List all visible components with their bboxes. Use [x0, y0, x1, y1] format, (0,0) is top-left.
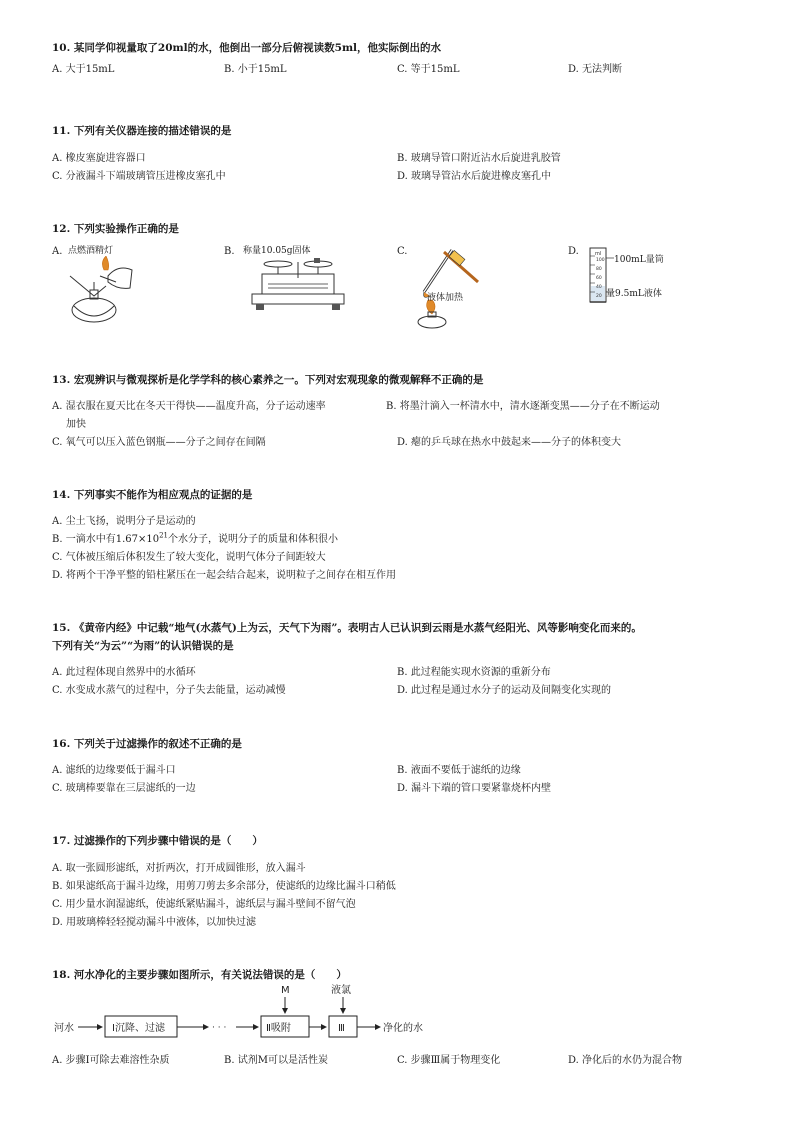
flow-step1-label: Ⅰ沉降、过滤	[112, 1023, 165, 1034]
question-14-option-a: A. 尘土飞扬，说明分子是运动的	[52, 516, 196, 527]
question-15-option-a: A. 此过程体现自然界中的水循环	[52, 667, 196, 678]
flow-ellipsis: · · ·	[212, 1023, 227, 1033]
question-16-option-a: A. 滤纸的边缘要低于漏斗口	[52, 765, 176, 776]
figure-d-tick: 80	[596, 267, 602, 272]
flow-input-label: 河水	[54, 1023, 74, 1034]
question-16-stem: 16. 下列关于过滤操作的叙述不正确的是	[52, 738, 242, 750]
figure-d-caption-bottom: 量9.5mL液体	[606, 289, 662, 299]
figure-d-unit: ml	[595, 251, 602, 257]
figure-c-caption: 液体加热	[427, 293, 464, 303]
figure-c-heating-liquid-illustration	[404, 244, 494, 330]
question-10-option-b: B. 小于15mL	[224, 64, 287, 75]
flow-reagent-chlorine-label: 液氯	[331, 985, 351, 996]
question-15-option-c: C. 水变成水蒸气的过程中，分子失去能量，运动减慢	[52, 685, 286, 696]
question-13-option-a: A. 湿衣服在夏天比在冬天干得快——温度升高，分子运动速率	[52, 401, 326, 412]
figure-b-balance-illustration	[248, 256, 348, 314]
question-16-option-c: C. 玻璃棒要靠在三层滤纸的一边	[52, 783, 196, 794]
question-11-option-c: C. 分液漏斗下端玻璃管压进橡皮塞孔中	[52, 171, 226, 182]
question-15-option-d: D. 此过程是通过水分子的运动及间隔变化实现的	[397, 685, 612, 696]
figure-a-caption: 点燃酒精灯	[68, 246, 114, 256]
question-17-option-a: A. 取一张圆形滤纸，对折两次，打开成圆锥形，放入漏斗	[52, 863, 306, 874]
question-12-option-b: B.	[224, 246, 235, 257]
question-14-stem: 14. 下列事实不能作为相应观点的证据的是	[52, 489, 253, 501]
question-14-option-c: C. 气体被压缩后体积发生了较大变化，说明气体分子间距较大	[52, 552, 326, 563]
question-18-option-c: C. 步骤Ⅲ属于物理变化	[397, 1055, 501, 1066]
question-14-option-b-part2: 个水分子，说明分子的质量和体积很小	[168, 534, 338, 545]
question-17-option-b: B. 如果滤纸高于漏斗边缘，用剪刀剪去多余部分，使滤纸的边缘比漏斗口稍低	[52, 881, 396, 892]
question-18-stem: 18. 河水净化的主要步骤如图所示，有关说法错误的是（ ）	[52, 969, 347, 981]
question-16-option-b: B. 液面不要低于滤纸的边缘	[397, 765, 521, 776]
question-13-option-b: B. 将墨汁滴入一杯清水中，清水逐渐变黑——分子在不断运动	[386, 401, 660, 412]
question-10-option-a: A. 大于15mL	[52, 64, 115, 75]
flow-reagent-m-label: M	[281, 985, 290, 996]
question-15-option-b: B. 此过程能实现水资源的重新分布	[397, 667, 551, 678]
figure-d-tick: 20	[596, 294, 602, 299]
question-13-option-c: C. 氧气可以压入蓝色钢瓶——分子之间存在间隔	[52, 437, 266, 448]
figure-d-tick: 100	[596, 258, 605, 263]
flow-step3-label: Ⅲ	[338, 1023, 345, 1034]
question-17-option-c: C. 用少量水润湿滤纸，使滤纸紧贴漏斗，滤纸层与漏斗壁间不留气泡	[52, 899, 356, 910]
question-10-stem: 10. 某同学仰视量取了20ml的水，他倒出一部分后俯视读数5ml，他实际倒出的水	[52, 42, 442, 54]
question-12-stem: 12. 下列实验操作正确的是	[52, 223, 179, 235]
question-13-option-d: D. 瘪的乒乓球在热水中鼓起来——分子的体积变大	[397, 437, 622, 448]
question-11-option-d: D. 玻璃导管沾水后旋进橡皮塞孔中	[397, 171, 552, 182]
question-13-option-a-continued: 加快	[66, 419, 86, 430]
question-14-option-b	[52, 530, 338, 545]
figure-b-caption: 称量10.05g固体	[243, 246, 311, 256]
figure-d-tick: 60	[596, 276, 602, 281]
figure-d-caption-top: 100mL量筒	[614, 255, 664, 265]
question-15-stem-line-2: 下列有关“为云”“为雨”的认识错误的是	[52, 640, 234, 652]
question-14-option-d: D. 将两个干净平整的铅柱紧压在一起会结合起来，说明粒子之间存在相互作用	[52, 570, 397, 581]
question-11-option-b: B. 玻璃导管口附近沾水后旋进乳胶管	[397, 153, 561, 164]
question-18-option-a: A. 步骤Ⅰ可除去难溶性杂质	[52, 1055, 170, 1066]
question-16-option-d: D. 漏斗下端的管口要紧靠烧杯内壁	[397, 783, 552, 794]
question-18-option-b: B. 试剂M可以是活性炭	[224, 1055, 328, 1066]
question-12-option-c: C.	[397, 246, 408, 257]
question-11-stem: 11. 下列有关仪器连接的描述错误的是	[52, 125, 232, 137]
question-14-option-b-part1: B. 一滴水中有1.67×10	[52, 534, 160, 545]
figure-a-alcohol-lamp-illustration	[60, 256, 146, 328]
question-10-option-c: C. 等于15mL	[397, 64, 460, 75]
question-10-option-d: D. 无法判断	[568, 64, 623, 75]
question-17-stem: 17. 过滤操作的下列步骤中错误的是（ ）	[52, 835, 263, 847]
flow-step2-label: Ⅱ吸附	[266, 1023, 291, 1034]
question-12-option-a: A.	[52, 246, 63, 257]
question-11-option-a: A. 橡皮塞旋进容器口	[52, 153, 146, 164]
question-14-option-b-exponent: 21	[159, 531, 168, 540]
flow-output-label: 净化的水	[383, 1023, 423, 1034]
question-15-stem: 15. 《黄帝内经》中记载“地气(水蒸气)上为云，天气下为雨”。表明古人已认识到云雨是水蒸气经阳光、风等影响变化而来的。	[52, 622, 642, 634]
question-12-option-d: D.	[568, 246, 579, 257]
question-17-option-d: D. 用玻璃棒轻轻搅动漏斗中液体，以加快过滤	[52, 917, 257, 928]
question-13-stem: 13. 宏观辨识与微观探析是化学学科的核心素养之一。下列对宏观现象的微观解释不正确的是	[52, 374, 484, 386]
question-18-option-d: D. 净化后的水仍为混合物	[568, 1055, 683, 1066]
figure-d-tick: 40	[596, 285, 602, 290]
water-purification-flow-diagram	[50, 983, 450, 1045]
